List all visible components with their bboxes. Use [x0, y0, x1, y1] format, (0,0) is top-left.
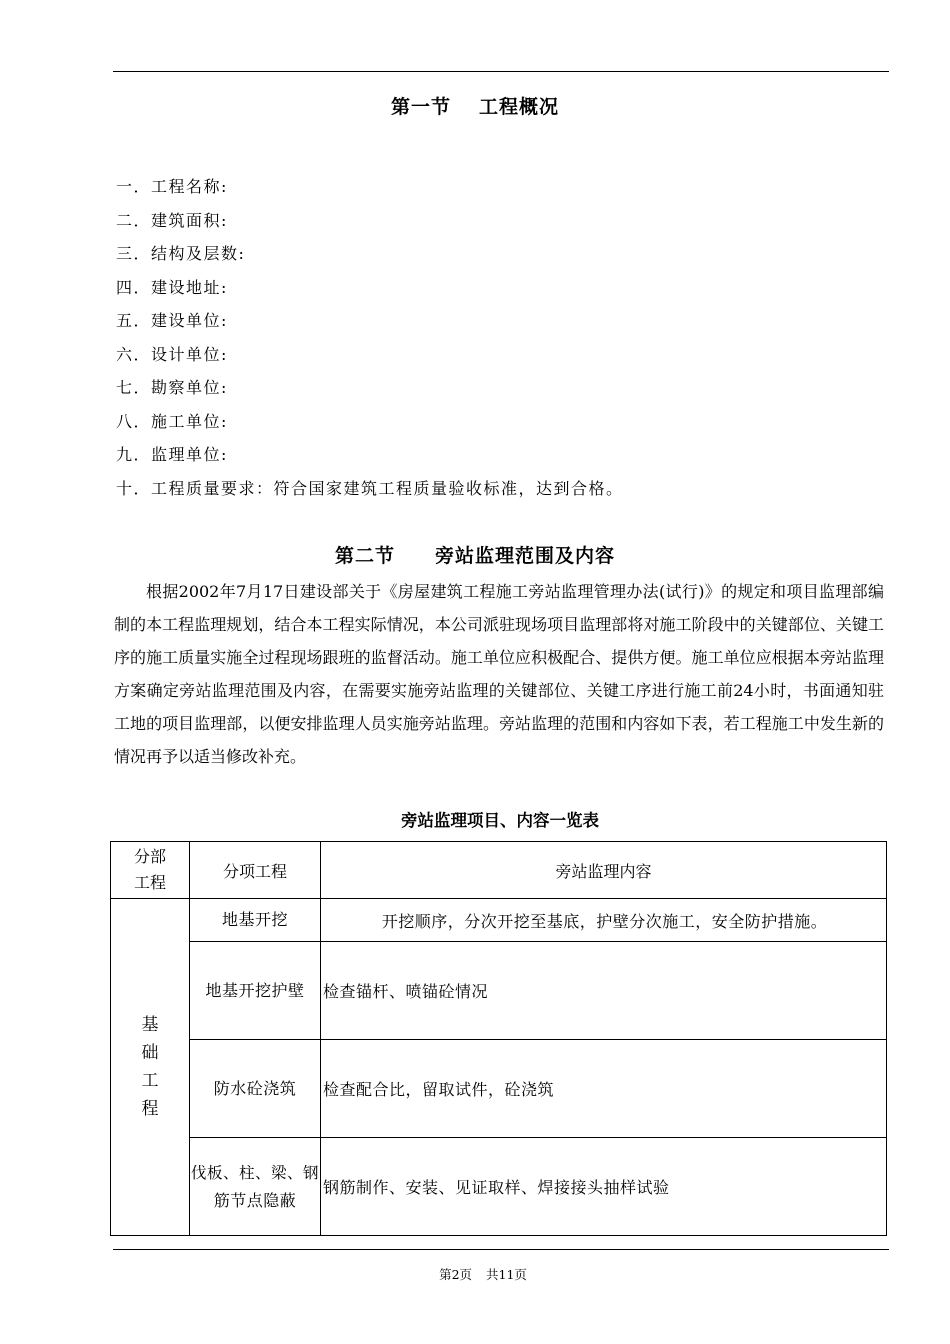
item-cell: 伐板、柱、梁、钢 筋节点隐蔽 — [190, 1138, 321, 1236]
section1-title: 工程概况 — [479, 96, 560, 118]
section2-title: 旁站监理范围及内容 — [435, 545, 616, 567]
list-item: 八．施工单位: — [116, 411, 228, 431]
table-row — [111, 899, 887, 942]
section1-heading — [0, 92, 950, 119]
header-item: 分项工程 — [190, 842, 321, 899]
section2-heading — [0, 541, 950, 568]
list-item: 四．建设地址: — [116, 277, 228, 297]
list-item: 一．工程名称: — [116, 177, 228, 196]
table-row — [111, 942, 887, 1040]
list-item: 三．结构及层数: — [116, 244, 246, 263]
content-cell: 检查配合比，留取试件，砼浇筑 — [321, 1040, 887, 1138]
section2-label: 第二节 — [334, 545, 395, 567]
header-rule — [113, 71, 889, 72]
content-cell: 钢筋制作、安装、见证取样、焊接接头抽样试验 — [321, 1138, 887, 1236]
content-cell: 开挖顺序，分次开挖至基底，护壁分次施工，安全防护措施。 — [321, 899, 887, 942]
header-category: 分部 工程 — [111, 842, 190, 899]
footer-rule — [113, 1249, 889, 1250]
list-item: 六．设计单位: — [116, 344, 228, 364]
overview-list — [116, 172, 624, 507]
page-number: 第2页 — [439, 1267, 473, 1282]
item-cell: 地基开挖护壁 — [190, 942, 321, 1040]
list-item: 九．监理单位: — [116, 445, 228, 464]
item-cell: 地基开挖 — [190, 899, 321, 942]
section1-label: 第一节 — [390, 96, 451, 118]
header-content: 旁站监理内容 — [321, 842, 887, 899]
page-footer — [0, 1265, 950, 1283]
list-item: 五．建设单位: — [116, 311, 228, 330]
body-paragraph: 根据2002年7月17日建设部关于《房屋建筑工程施工旁站监理管理办法(试行)》的规定和项目监理部编制的本工程监理规划，结合本工程实际情况，本公司派驻现场项目监理部将对施工阶段中的关键部位、关键工序的施工质量实施全过程现场跟班的监督活动。施工单位应积极配合、提供方便。施工单位应根据本旁站监理方案确定旁站监理范围及内容，在需要实施旁站监理的关键部位、关键工序进行施工前24小时，书面通知驻工地的项目监理部，以便安排监理人员实施旁站监理。旁站监理的范围和内容如下表，若工程施工中发生新的情况再予以适当修改补充。 — [114, 582, 884, 766]
content-cell: 检查锚杆、喷锚砼情况 — [321, 942, 887, 1040]
table-row — [111, 1138, 887, 1236]
list-item: 二．建筑面积: — [116, 210, 228, 230]
page-total: 共11页 — [486, 1267, 527, 1282]
list-item: 十．工程质量要求：符合国家建筑工程质量验收标准，达到合格。 — [116, 478, 624, 498]
table-header-row — [111, 842, 887, 899]
table-row — [111, 1040, 887, 1138]
item-cell: 防水砼浇筑 — [190, 1040, 321, 1138]
list-item: 七．勘察单位: — [116, 378, 228, 397]
supervision-table — [110, 841, 887, 1236]
category-cell: 基 础 工 程 — [111, 899, 190, 1236]
table-caption: 旁站监理项目、内容一览表 — [401, 811, 599, 830]
